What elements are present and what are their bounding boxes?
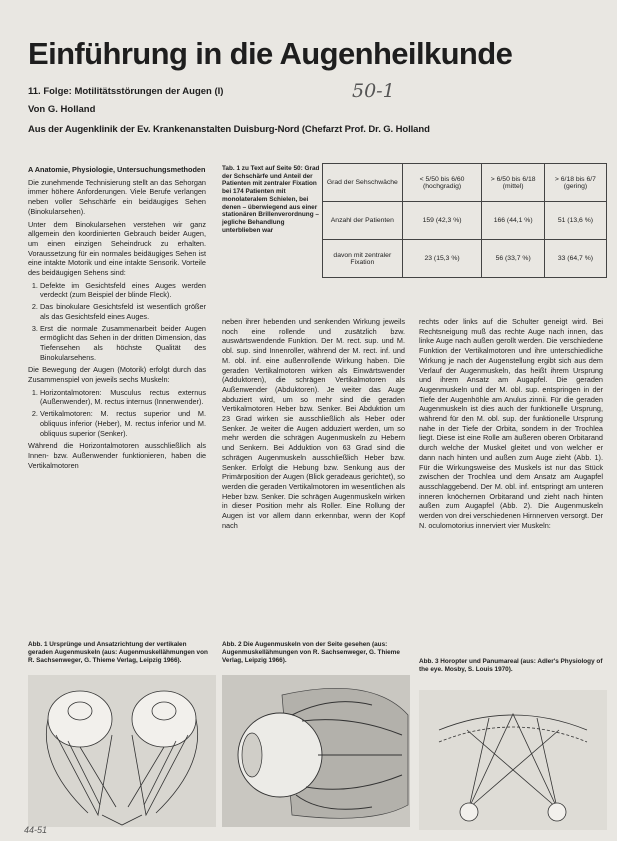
list-item: 2. Das binokulare Gesichtsfeld ist wesentlich größer als das Gesichtsfeld eines Auges. (40, 302, 206, 321)
table-row (323, 240, 607, 278)
paragraph: rechts oder links auf die Schulter geneigt wird. Bei Rechtsneigung muß das rechte Auge nach innen, das linke Auge nach außen gerollt werden. Die verschiedene Funktion der Vertikalmotoren und ihre unterschiedliche Wirkung je nach der Augenstellung ergibt sich aus dem Verlauf der Augenmuskeln, das heißt ihrem Ursprung und ihrem Ansatz am Augapfel. Die geraden Augenmuskeln und der M. obl. sup. entspringen in der Tiefe der Augenhöhle am Anulus zinnii. Für die geraden Augenmuskeln ist dies auch der funktionelle Ursprung, während für den M. obl. sup. der funktionelle Ursprung nahe in der Tiefe der Orbita, sondern in der Trochlea liegt. Diese ist eine Rolle am äußeren oberen Orbitarand durch welche der Muskel gleitet und von welcher er dann nach hinten und außen zum Auge zieht (Abb. 1). Für die Wirkungsweise des Muskels ist nur das Stück zwischen der Trochlea und dem Ansatz am Augapfel ausschlaggebend. Der M. obl. inf. entspringt am unteren inneren knöchernen Orbitarand und zieht nach hinten außen zum Augapfel (Abb. 2). Die Augenmuskeln werden von drei verschiedenen Hirnnerven versorgt. Der N. oculomotorius innerviert vier Muskeln: (419, 317, 603, 530)
table-cell: 33 (64,7 %) (544, 240, 606, 278)
advantages-list (28, 281, 206, 363)
muscles-list (28, 388, 206, 439)
table-cell: 51 (13,6 %) (544, 202, 606, 240)
paragraph: Während die Horizontalmotoren ausschließlich als Innen- bzw. Außenwender funktionieren, haben die Vertikalmotoren (28, 441, 206, 470)
paragraph: Unter dem Binokularsehen verstehen wir ganz allgemein den koordinierten Gebrauch beider Augen, um einen einzigen Seheindruck zu erhalten. Voraussetzung für ein normales beidäugiges Sehen ist eine intakte Motorik und eine intakte Sensorik. Vorteile des beidäugigen Sehens sind: (28, 219, 206, 278)
paragraph: Die zunehmende Technisierung stellt an das Sehorgan immer höhere Anforderungen. Viele Berufe verlangen neben voller Sehschärfe ein beidäugiges Sehen (Binokularsehen). (28, 177, 206, 216)
figure-3-caption: Abb. 3 Horopter und Panumareal (aus: Adler's Physiology of the eye. Mosby, S. Louis 1970). (419, 658, 603, 673)
eye-muscles-drawing (28, 675, 216, 827)
table-cell: Grad der Sehschwäche (323, 164, 403, 202)
paragraph: Die Bewegung der Augen (Motorik) erfolgt durch das Zusammenspiel von jeweils sechs Muskeln: (28, 365, 206, 385)
figure-3-horopter-diagram (419, 690, 607, 830)
table-cell: > 6/18 bis 6/7 (gering) (544, 164, 606, 202)
list-item: 3. Erst die normale Zusammenarbeit beider Augen ermöglicht das Sehen in der dritten Dimension, das Tiefensehen als höchste Qualität des Binokularsehens. (40, 324, 206, 363)
figure-1-eye-muscles-illustration (28, 675, 216, 827)
data-table (322, 163, 607, 278)
affiliation-line: Aus der Augenklinik der Ev. Krankenanstalten Duisburg-Nord (Chefarzt Prof. Dr. G. Holland (28, 124, 430, 135)
table-cell: Anzahl der Patienten (323, 202, 403, 240)
figure-1-caption: Abb. 1 Ursprünge und Ansatzrichtung der vertikalen geraden Augenmuskeln (aus: Augenmuskellähmungen von R. Sachsenweger, G. Thieme Verlag, Leipzig 1966). (28, 641, 208, 664)
author-line: Von G. Holland (28, 104, 96, 115)
table-caption: Tab. 1 zu Text auf Seite 50: Grad der Schschärfe und Anteil der Patienten mit zentraler Fixation bei 174 Patienten mit monolateralem Schielen, bei denen – überwiegend aus einer stationären Brillenverordnung – jegliche Behandlung unterblieben war (222, 165, 320, 234)
eye-side-drawing (222, 675, 410, 827)
table-cell: 56 (33,7 %) (482, 240, 544, 278)
text-column-2 (222, 317, 405, 533)
figure-2-caption: Abb. 2 Die Augenmuskeln von der Seite gesehen (aus: Augenmuskellähmungen von R. Sachsenweger, G. Thieme Verlag, Leipzig 1966). (222, 641, 400, 664)
article-subtitle: 11. Folge: Motilitätsstörungen der Augen (I) (28, 86, 224, 97)
table-cell: < 5/50 bis 6/60 (hochgradig) (402, 164, 482, 202)
figure-2-eye-side-view-illustration (222, 675, 410, 827)
handwritten-note: 50-1 (352, 80, 395, 102)
horopter-drawing (419, 690, 607, 830)
text-column-3 (419, 317, 603, 533)
text-column-1 (28, 165, 206, 473)
table-cell: > 6/50 bis 6/18 (mittel) (482, 164, 544, 202)
table-row (323, 202, 607, 240)
paragraph: neben ihrer hebenden und senkenden Wirkung jeweils noch eine rollende und zusätzlich bzw. auswärtswendende Funktion. Der M. rect. sup. und M. obl. sup. sind Innenroller, während der M. rect. inf. und M. obl. inf. eine außenrollende Wirkung haben. Die geraden Vertikalmotoren wirken als Einwärtswender (Adduktoren), die schrägen Vertikalmotoren als Außenwender (Abduktoren). Je weiter das Auge abduziert wird, um so mehr sind die geraden Vertikalmotoren Heber bzw. Senker. Bei Abduktion um 23 Grad wirken sie ausschließlich als Heber oder Senker. Je weiter die Augen adduziert werden, um so mehr werden die schrägen Augenmuskeln zu Hebern und Senkern. Bei Adduktion von 63 Grad sind die schrägen Augenmuskeln ausschließlich Heber bzw. Senker. Erfolgt die Hebung bzw. Senkung aus der Primärposition der Augen (Blick geradeaus gerichtet), so werden die geraden Vertikalmotoren im wesentlichen als Heber bzw. Senker. Die schrägen Augenmuskeln wirken in dieser Position mehr als Roller. Eine Rollung der Augen ist vor allem dann erkennbar, wenn der Kopf nach (222, 317, 405, 530)
article-title: Einführung in die Augenheilkunde (28, 36, 513, 71)
table-cell: 23 (15,3 %) (402, 240, 482, 278)
list-item: 1. Horizontalmotoren: Musculus rectus externus (Außenwender), M. rectus internus (Innenwender). (40, 388, 206, 407)
section-heading: A Anatomie, Physiologie, Untersuchungsmethoden (28, 165, 206, 174)
table-cell: davon mit zentraler Fixation (323, 240, 403, 278)
table-cell: 166 (44,1 %) (482, 202, 544, 240)
table-cell: 159 (42,3 %) (402, 202, 482, 240)
list-item: 1. Defekte im Gesichtsfeld eines Auges werden verdeckt (zum Beispiel der blinde Fleck). (40, 281, 206, 300)
page-number-mark: 44-51 (24, 825, 48, 835)
list-item: 2. Vertikalmotoren: M. rectus superior und M. obliquus inferior (Heber), M. rectus inferior und M. obliquus superior (Senker). (40, 409, 206, 438)
table-header-row (323, 164, 607, 202)
